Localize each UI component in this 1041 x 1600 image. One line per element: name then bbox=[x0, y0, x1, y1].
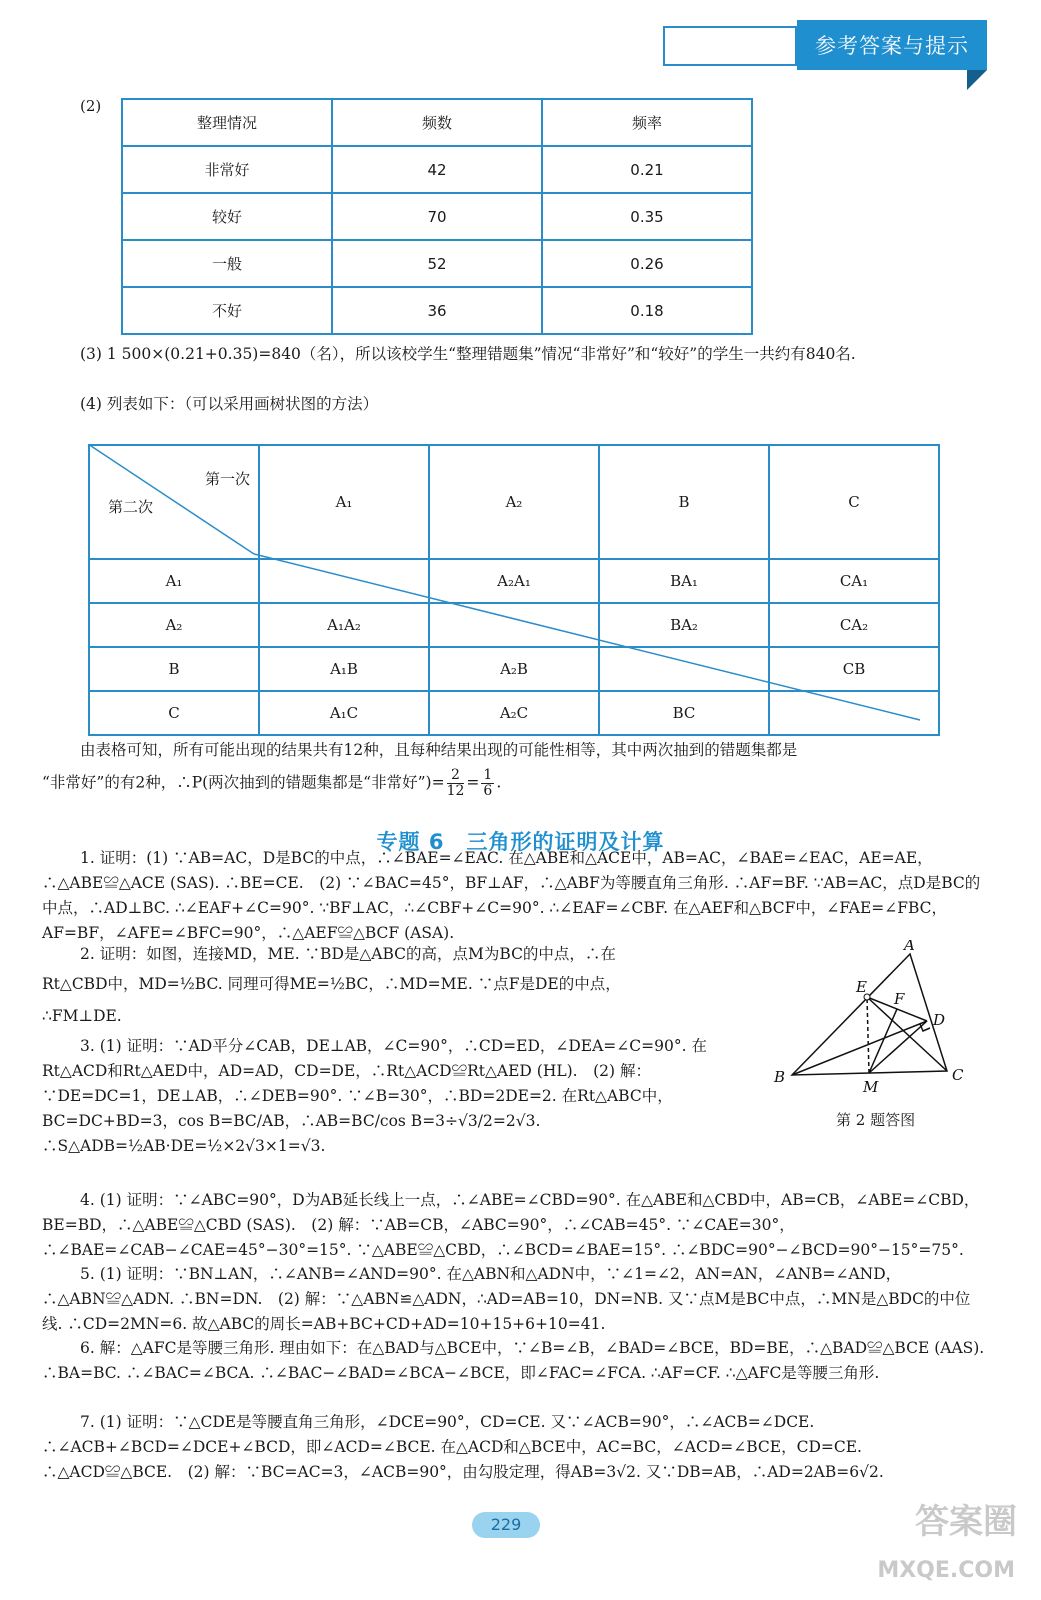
label-b: B bbox=[774, 1068, 786, 1086]
table-cell: 52 bbox=[332, 240, 542, 287]
corner-bottom-label: 第二次 bbox=[108, 498, 154, 516]
col-header: B bbox=[599, 445, 769, 559]
table-cell: A₁C bbox=[259, 691, 429, 735]
fraction-1-6: $\frac{1}{6}$ bbox=[483, 767, 493, 799]
table-cell: CA₂ bbox=[769, 603, 939, 647]
table-cell: 不好 bbox=[122, 287, 332, 334]
label-f: F bbox=[894, 990, 905, 1008]
label-c: C bbox=[952, 1066, 964, 1084]
row-header: B bbox=[89, 647, 259, 691]
table-cell: CA₁ bbox=[769, 559, 939, 603]
segment-mf bbox=[869, 1009, 897, 1073]
table-header-row bbox=[122, 99, 752, 146]
table-cell: A₂A₁ bbox=[429, 559, 599, 603]
table-cell: 36 bbox=[332, 287, 542, 334]
header-tab bbox=[797, 20, 987, 70]
table-header-cell: 频数 bbox=[332, 99, 542, 146]
conclusion-line-2-wrap: “非常好”的有2种，∴P(两次抽到的错题集都是“非常好”)= $\frac{2}{12}$ = $\frac{1}{6}$ . bbox=[42, 767, 502, 799]
table-cell: 70 bbox=[332, 193, 542, 240]
col-header: A₁ bbox=[259, 445, 429, 559]
label-a: A bbox=[904, 940, 915, 954]
table-cell: BA₁ bbox=[599, 559, 769, 603]
table-cell: 0.35 bbox=[542, 193, 752, 240]
col-header: C bbox=[769, 445, 939, 559]
triangle-abc bbox=[792, 954, 947, 1075]
header-tab-label: 参考答案与提示 bbox=[815, 34, 969, 58]
label-e: E bbox=[856, 978, 867, 996]
col-header: A₂ bbox=[429, 445, 599, 559]
table-cell: 较好 bbox=[122, 193, 332, 240]
table-cell: 一般 bbox=[122, 240, 332, 287]
table-cell: A₂C bbox=[429, 691, 599, 735]
header-tab-fold bbox=[967, 70, 987, 90]
segment-md bbox=[869, 1021, 927, 1073]
table-row bbox=[122, 287, 752, 334]
question-2-line-3: ∴FM⊥DE. bbox=[42, 1007, 122, 1025]
table-row bbox=[122, 146, 752, 193]
part3-text: (3) 1 500×(0.21+0.35)=840（名），所以该校学生“整理错题集”情况“非常好”和“较好”的学生一共约有840名. bbox=[80, 345, 856, 363]
row-header: A₁ bbox=[89, 559, 259, 603]
question-4: 4. (1) 证明：∵∠ABC=90°，D为AB延长线上一点，∴∠ABE=∠CBD=90°. 在△ABE和△CBD中，AB=CB，∠ABE=∠CBD，BE=BD，∴△ABE≌△CBD (SAS). (2) 解：∵AB=CB，∠ABC=90°，∴∠CAB=45°. ∵∠CAE=30°，∴∠BAE=∠CAB−∠CAE=45°−30°=15°. ∵△ABE≌△CBD，∴∠BCD=∠BAE=15°. ∴∠BDC=90°−∠BCD=90°−15°=75°. bbox=[42, 1191, 980, 1259]
table-row bbox=[122, 193, 752, 240]
part4-text: (4) 列表如下：（可以采用画树状图的方法） bbox=[80, 395, 379, 413]
segment-bd bbox=[792, 1021, 927, 1075]
conclusion-line-2: “非常好”的有2种，∴P(两次抽到的错题集都是“非常好”)= bbox=[42, 773, 445, 792]
corner-diagonal bbox=[88, 444, 254, 554]
table-cell: CB bbox=[769, 647, 939, 691]
table-cell: 非常好 bbox=[122, 146, 332, 193]
header-blank-box bbox=[663, 26, 797, 66]
question-2-line-1: 2. 证明：如图，连接MD，ME. ∵BD是△ABC的高，点M为BC的中点，∴在 bbox=[80, 945, 616, 963]
table-cell: A₂B bbox=[429, 647, 599, 691]
question-6: 6. 解：△AFC是等腰三角形. 理由如下：在△BAD与△BCE中，∵∠B=∠B，∠BAD=∠BCE，BD=BE，∴△BAD≌△BCE (AAS). ∴BA=BC. ∴∠BAC=∠BCA. ∴∠BAC−∠BAD=∠BCA−∠BCE，即∠FAC=∠FCA. ∴AF=CF. ∴△AFC是等腰三角形. bbox=[42, 1339, 985, 1382]
table-header-cell: 整理情况 bbox=[122, 99, 332, 146]
segment-me bbox=[867, 997, 869, 1073]
label-m: M bbox=[863, 1078, 879, 1096]
watermark-logo: 答案圈 bbox=[915, 1502, 1017, 1542]
table-header-cell: 频率 bbox=[542, 99, 752, 146]
page-number: 229 bbox=[472, 1512, 540, 1538]
question-7: 7. (1) 证明：∵△CDE是等腰直角三角形，∠DCE=90°，CD=CE. 又∵∠ACB=90°，∴∠ACB=∠DCE. ∴∠ACB+∠BCD=∠DCE+∠BCD，即∠ACD=∠BCE. 在△ACD和△BCE中，AC=BC，∠ACD=∠BCE，CD=CE. ∴△ACD≌△BCE. (2) 解：∵BC=AC=3，∠ACB=90°，由勾股定理，得AB=3√2. 又∵DB=AB，∴AD=2AB=6√2. bbox=[42, 1413, 884, 1481]
main-diagonal bbox=[254, 554, 920, 720]
question-1: 1. 证明：(1) ∵AB=AC，D是BC的中点，∴∠BAE=∠EAC. 在△ABE和△ACE中，AB=AC，∠BAE=∠EAC，AE=AE，∴△ABE≌△ACE (SAS). ∴BE=CE. (2) ∵∠BAC=45°，BF⊥AF，∴△ABF为等腰直角三角形. ∴AF=BF. ∵AB=AC，点D是BC的中点，∴AD⊥BC. ∴∠EAF+∠C=90°. ∵BF⊥AC，∴∠CBF+∠C=90°. ∴∠EAF=∠CBF. 在△AEF和△BCF中，∠FAE=∠FBC，AF=BF，∠AFE=∠BFC=90°，∴△AEF≌△BCF (ASA). bbox=[42, 849, 981, 942]
table-cell: BC bbox=[599, 691, 769, 735]
row-header: C bbox=[89, 691, 259, 735]
table-cell: BA₂ bbox=[599, 603, 769, 647]
table-row bbox=[122, 240, 752, 287]
question-3: 3. (1) 证明：∵AD平分∠CAB，DE⊥AB，∠C=90°，∴CD=ED，∠DEA=∠C=90°. 在Rt△ACD和Rt△AED中，AD=AD，CD=DE，∴Rt△ACD≌Rt△AED (HL). (2) 解：∵DE=DC=1，DE⊥AB，∴∠DEB=90°. ∵∠B=30°，∴BD=2DE=2. 在Rt△ABC中，BC=DC+BD=3，cos B=BC/AB，∴AB=BC/cos B=3÷√3/2=2√3. ∴S△ADB=½AB·DE=½×2√3×1=√3. bbox=[42, 1037, 707, 1155]
conclusion-line-1: 由表格可知，所有可能出现的结果共有12种，且每种结果出现的可能性相等，其中两次抽到的错题集都是 bbox=[80, 741, 798, 759]
table-cell: 0.21 bbox=[542, 146, 752, 193]
part2-marker: (2) bbox=[80, 97, 102, 115]
cross-table-diagonals bbox=[88, 444, 928, 724]
question-5: 5. (1) 证明：∵BN⊥AN，∴∠ANB=∠AND=90°. 在△ABN和△ADN中，∵∠1=∠2，AN=AN，∠ANB=∠AND，∴△ABN≌△ADN. ∴BN=DN. (2) 解：∵△ABN≌△ADN，∴AD=AB=10，DN=NB. 又∵点M是BC中点，∴MN是△BDC的中位线. ∴CD=2MN=6. 故△ABC的周长=AB+BC+CD+AD=10+15+6+10=41. bbox=[42, 1265, 971, 1333]
table-cell: 42 bbox=[332, 146, 542, 193]
row-header: A₂ bbox=[89, 603, 259, 647]
fraction-2-12: $\frac{2}{12}$ bbox=[446, 767, 465, 799]
question-2-line-2: Rt△CBD中，MD=½BC. 同理可得ME=½BC，∴MD=ME. ∵点F是DE的中点， bbox=[42, 975, 621, 993]
figure-caption: 第 2 题答图 bbox=[836, 1111, 916, 1129]
corner-top-label: 第一次 bbox=[204, 470, 250, 488]
table-cell: 0.26 bbox=[542, 240, 752, 287]
table-cell: A₁B bbox=[259, 647, 429, 691]
watermark-url: MXQE.COM bbox=[877, 1558, 1015, 1583]
table-cell: A₁A₂ bbox=[259, 603, 429, 647]
section-title: 专题 6 三角形的证明及计算 bbox=[376, 830, 665, 854]
q2-triangle-figure bbox=[770, 940, 990, 1100]
table-cell: 0.18 bbox=[542, 287, 752, 334]
frequency-table bbox=[121, 98, 753, 335]
label-d: D bbox=[933, 1011, 946, 1029]
